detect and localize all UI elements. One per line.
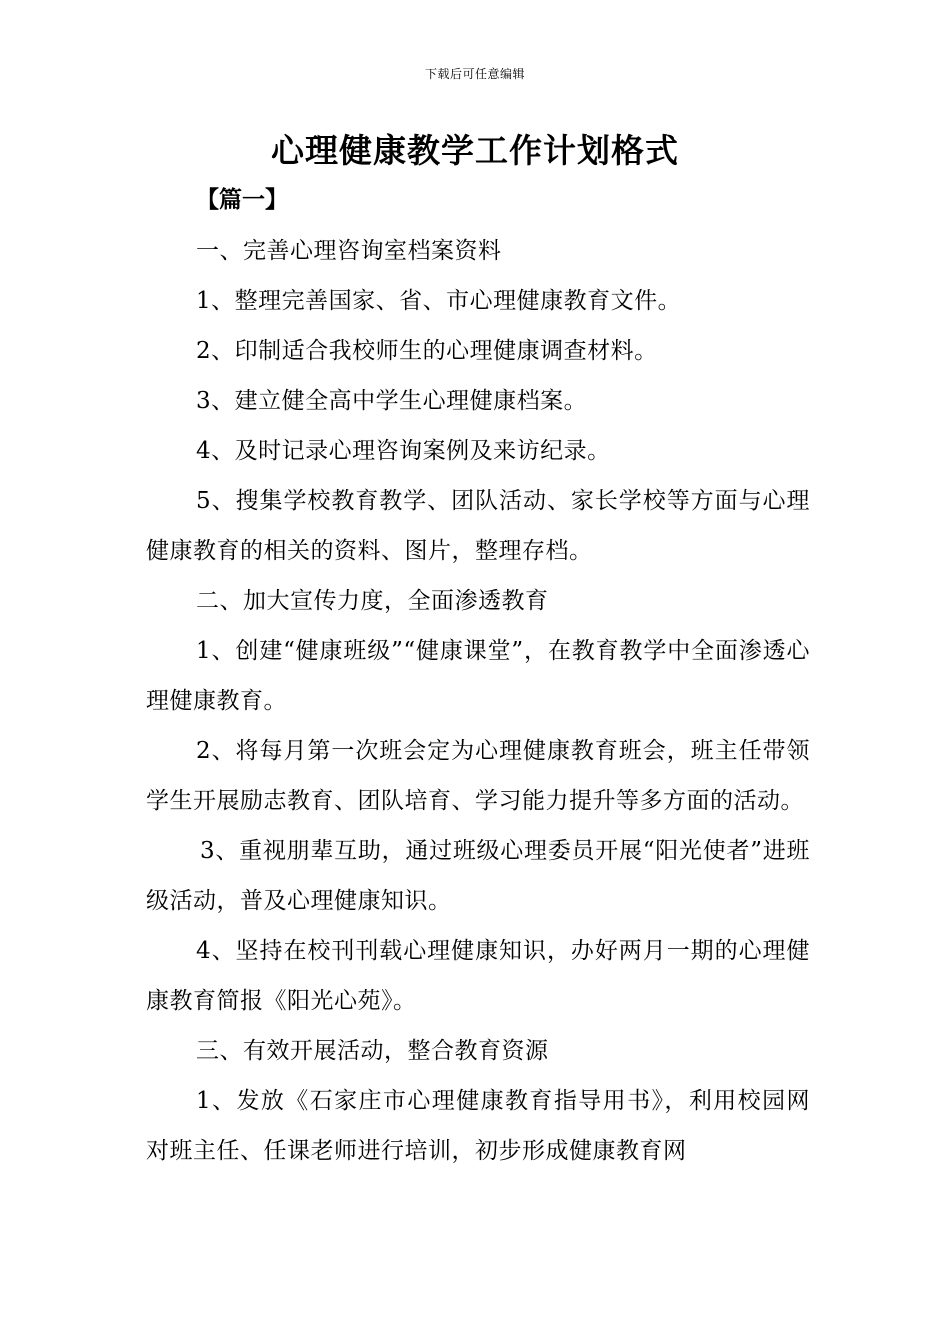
list-item: 1、发放《石家庄市心理健康教育指导用书》，利用校园网对班主任、任课老师进行培训，初步形成健康教育网 [146, 1088, 810, 1164]
list-item: 2、将每月第一次班会定为心理健康教育班会，班主任带领学生开展励志教育、团队培育、学习能力提升等多方面的活动。 [146, 738, 810, 814]
heading-section-1: 一、完善心理咨询室档案资料 [196, 238, 502, 264]
list-item: 4、坚持在校刊刊载心理健康知识，办好两月一期的心理健康教育简报《阳光心苑》。 [146, 938, 810, 1014]
list-item: 1、整理完善国家、省、市心理健康教育文件。 [196, 288, 682, 314]
list-item: 2、印制适合我校师生的心理健康调查材料。 [196, 338, 658, 364]
heading-section-2: 二、加大宣传力度，全面渗透教育 [196, 588, 549, 614]
list-item: 5、搜集学校教育教学、团队活动、家长学校等方面与心理健康教育的相关的资料、图片，整理存档。 [146, 488, 810, 564]
list-item: 1、创建“健康班级”“健康课堂”，在教育教学中全面渗透心理健康教育。 [146, 638, 810, 714]
document-title: 心理健康教学工作计划格式 [271, 131, 679, 170]
list-item: 3、重视朋辈互助，通过班级心理委员开展“阳光使者”进班级活动，普及心理健康知识。 [146, 838, 810, 914]
list-item: 4、及时记录心理咨询案例及来访纪录。 [196, 438, 611, 464]
document-body [146, 226, 810, 1176]
page-header-note: 下载后可任意编辑 [424, 67, 525, 81]
heading-section-3: 三、有效开展活动，整合教育资源 [196, 1038, 549, 1064]
section-tag: 【篇一】 [196, 186, 288, 213]
list-item: 3、建立健全高中学生心理健康档案。 [196, 388, 588, 414]
